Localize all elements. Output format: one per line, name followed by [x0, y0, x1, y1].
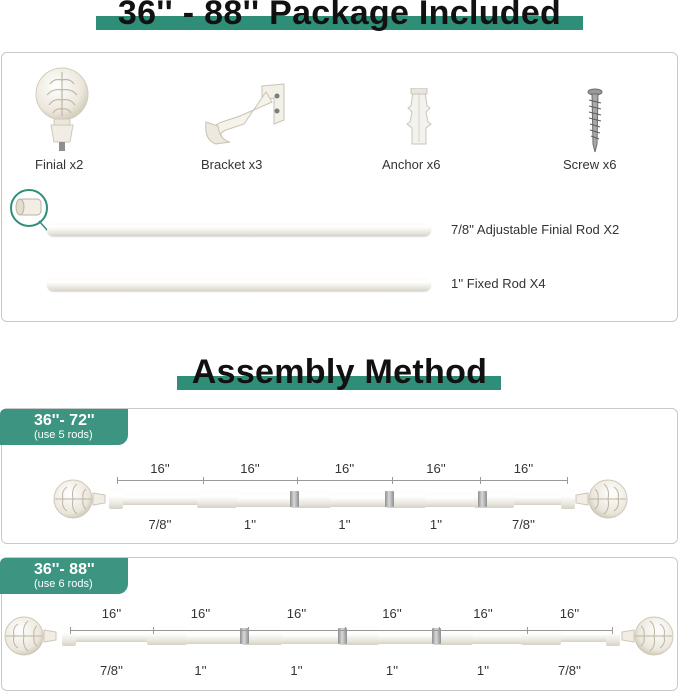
finial-icon — [34, 66, 90, 156]
length-label: 16'' — [286, 606, 307, 621]
diameter-label: 7/8'' — [511, 517, 536, 532]
adjustable-rod-label: 7/8'' Adjustable Finial Rod X2 — [451, 222, 620, 237]
dimension-line — [203, 480, 297, 481]
bracket-icon — [200, 82, 290, 148]
diameter-label: 1'' — [243, 517, 257, 532]
length-label: 16'' — [473, 606, 493, 621]
assembly-title: Assembly Method — [191, 353, 488, 391]
diameter-label: 1'' — [338, 517, 351, 532]
dimension-tick — [70, 627, 71, 634]
bracket-label: Bracket x3 — [201, 157, 263, 172]
diameter-label: 1'' — [476, 663, 490, 678]
screw-icon — [585, 88, 605, 154]
diameter-label: 1'' — [429, 517, 443, 532]
dimension-line — [439, 630, 527, 631]
dimension-tick — [153, 627, 154, 634]
finial-left-1 — [4, 614, 60, 658]
anchor-label: Anchor x6 — [382, 157, 441, 172]
dimension-tick — [567, 477, 568, 484]
rod-segment — [117, 493, 203, 505]
dimension-tick — [345, 627, 346, 634]
assembly-title-wrap — [0, 353, 679, 392]
config-5-note: (use 5 rods) — [34, 429, 93, 441]
rod-joint — [290, 491, 299, 507]
length-label: 16'' — [559, 606, 580, 621]
dimension-tick — [248, 627, 249, 634]
diameter-label: 1'' — [385, 663, 399, 678]
diameter-label: 7/8'' — [148, 517, 172, 532]
rod-joint — [385, 491, 394, 507]
diameter-label: 7/8'' — [99, 663, 124, 678]
dimension-tick — [527, 627, 528, 634]
adjustable-finial-rod — [47, 223, 431, 236]
dimension-line — [70, 630, 153, 631]
config-6-rods-tag — [0, 558, 128, 594]
length-label: 16'' — [513, 461, 534, 476]
fixed-rod-label: 1'' Fixed Rod X4 — [451, 276, 546, 291]
length-label: 16'' — [150, 461, 170, 476]
config-5-range: 36''- 72'' — [34, 412, 95, 429]
finial-label: Finial x2 — [35, 157, 84, 172]
diameter-label: 1'' — [290, 663, 303, 678]
package-title: 36'' - 88'' Package Included — [117, 0, 562, 32]
package-title-wrap — [0, 0, 679, 33]
length-label: 16'' — [101, 606, 122, 621]
dimension-tick — [392, 477, 393, 484]
diameter-label: 7/8'' — [557, 663, 582, 678]
dimension-line — [527, 630, 612, 631]
diameter-label: 1'' — [194, 663, 207, 678]
config-6-range: 36''- 88'' — [34, 561, 95, 578]
dimension-line — [480, 480, 567, 481]
dimension-line — [153, 630, 248, 631]
dimension-line — [297, 480, 392, 481]
config-5-rods-tag — [0, 409, 128, 445]
dimension-tick — [203, 477, 204, 484]
rod-sleeve — [197, 490, 237, 508]
screw-label: Screw x6 — [563, 157, 617, 172]
dimension-tick — [612, 627, 613, 634]
config-6-note: (use 6 rods) — [34, 578, 93, 590]
dimension-tick — [480, 477, 481, 484]
fixed-rod — [47, 278, 431, 291]
finial-right-1 — [618, 614, 674, 658]
finial-left-0 — [53, 477, 109, 521]
dimension-tick — [117, 477, 118, 484]
dimension-line — [117, 480, 203, 481]
anchor-icon — [404, 88, 434, 150]
dimension-tick — [297, 477, 298, 484]
rod-segment — [70, 630, 153, 642]
rod-joint — [478, 491, 487, 507]
dimension-line — [248, 630, 345, 631]
finial-right-0 — [572, 477, 628, 521]
dimension-line — [392, 480, 480, 481]
length-label: 16'' — [382, 606, 402, 621]
dimension-line — [345, 630, 439, 631]
length-label: 16'' — [240, 461, 260, 476]
length-label: 16'' — [334, 461, 355, 476]
dimension-tick — [439, 627, 440, 634]
rod-collar-left — [62, 626, 76, 646]
length-label: 16'' — [426, 461, 446, 476]
length-label: 16'' — [190, 606, 211, 621]
rod-collar-left — [109, 489, 123, 509]
